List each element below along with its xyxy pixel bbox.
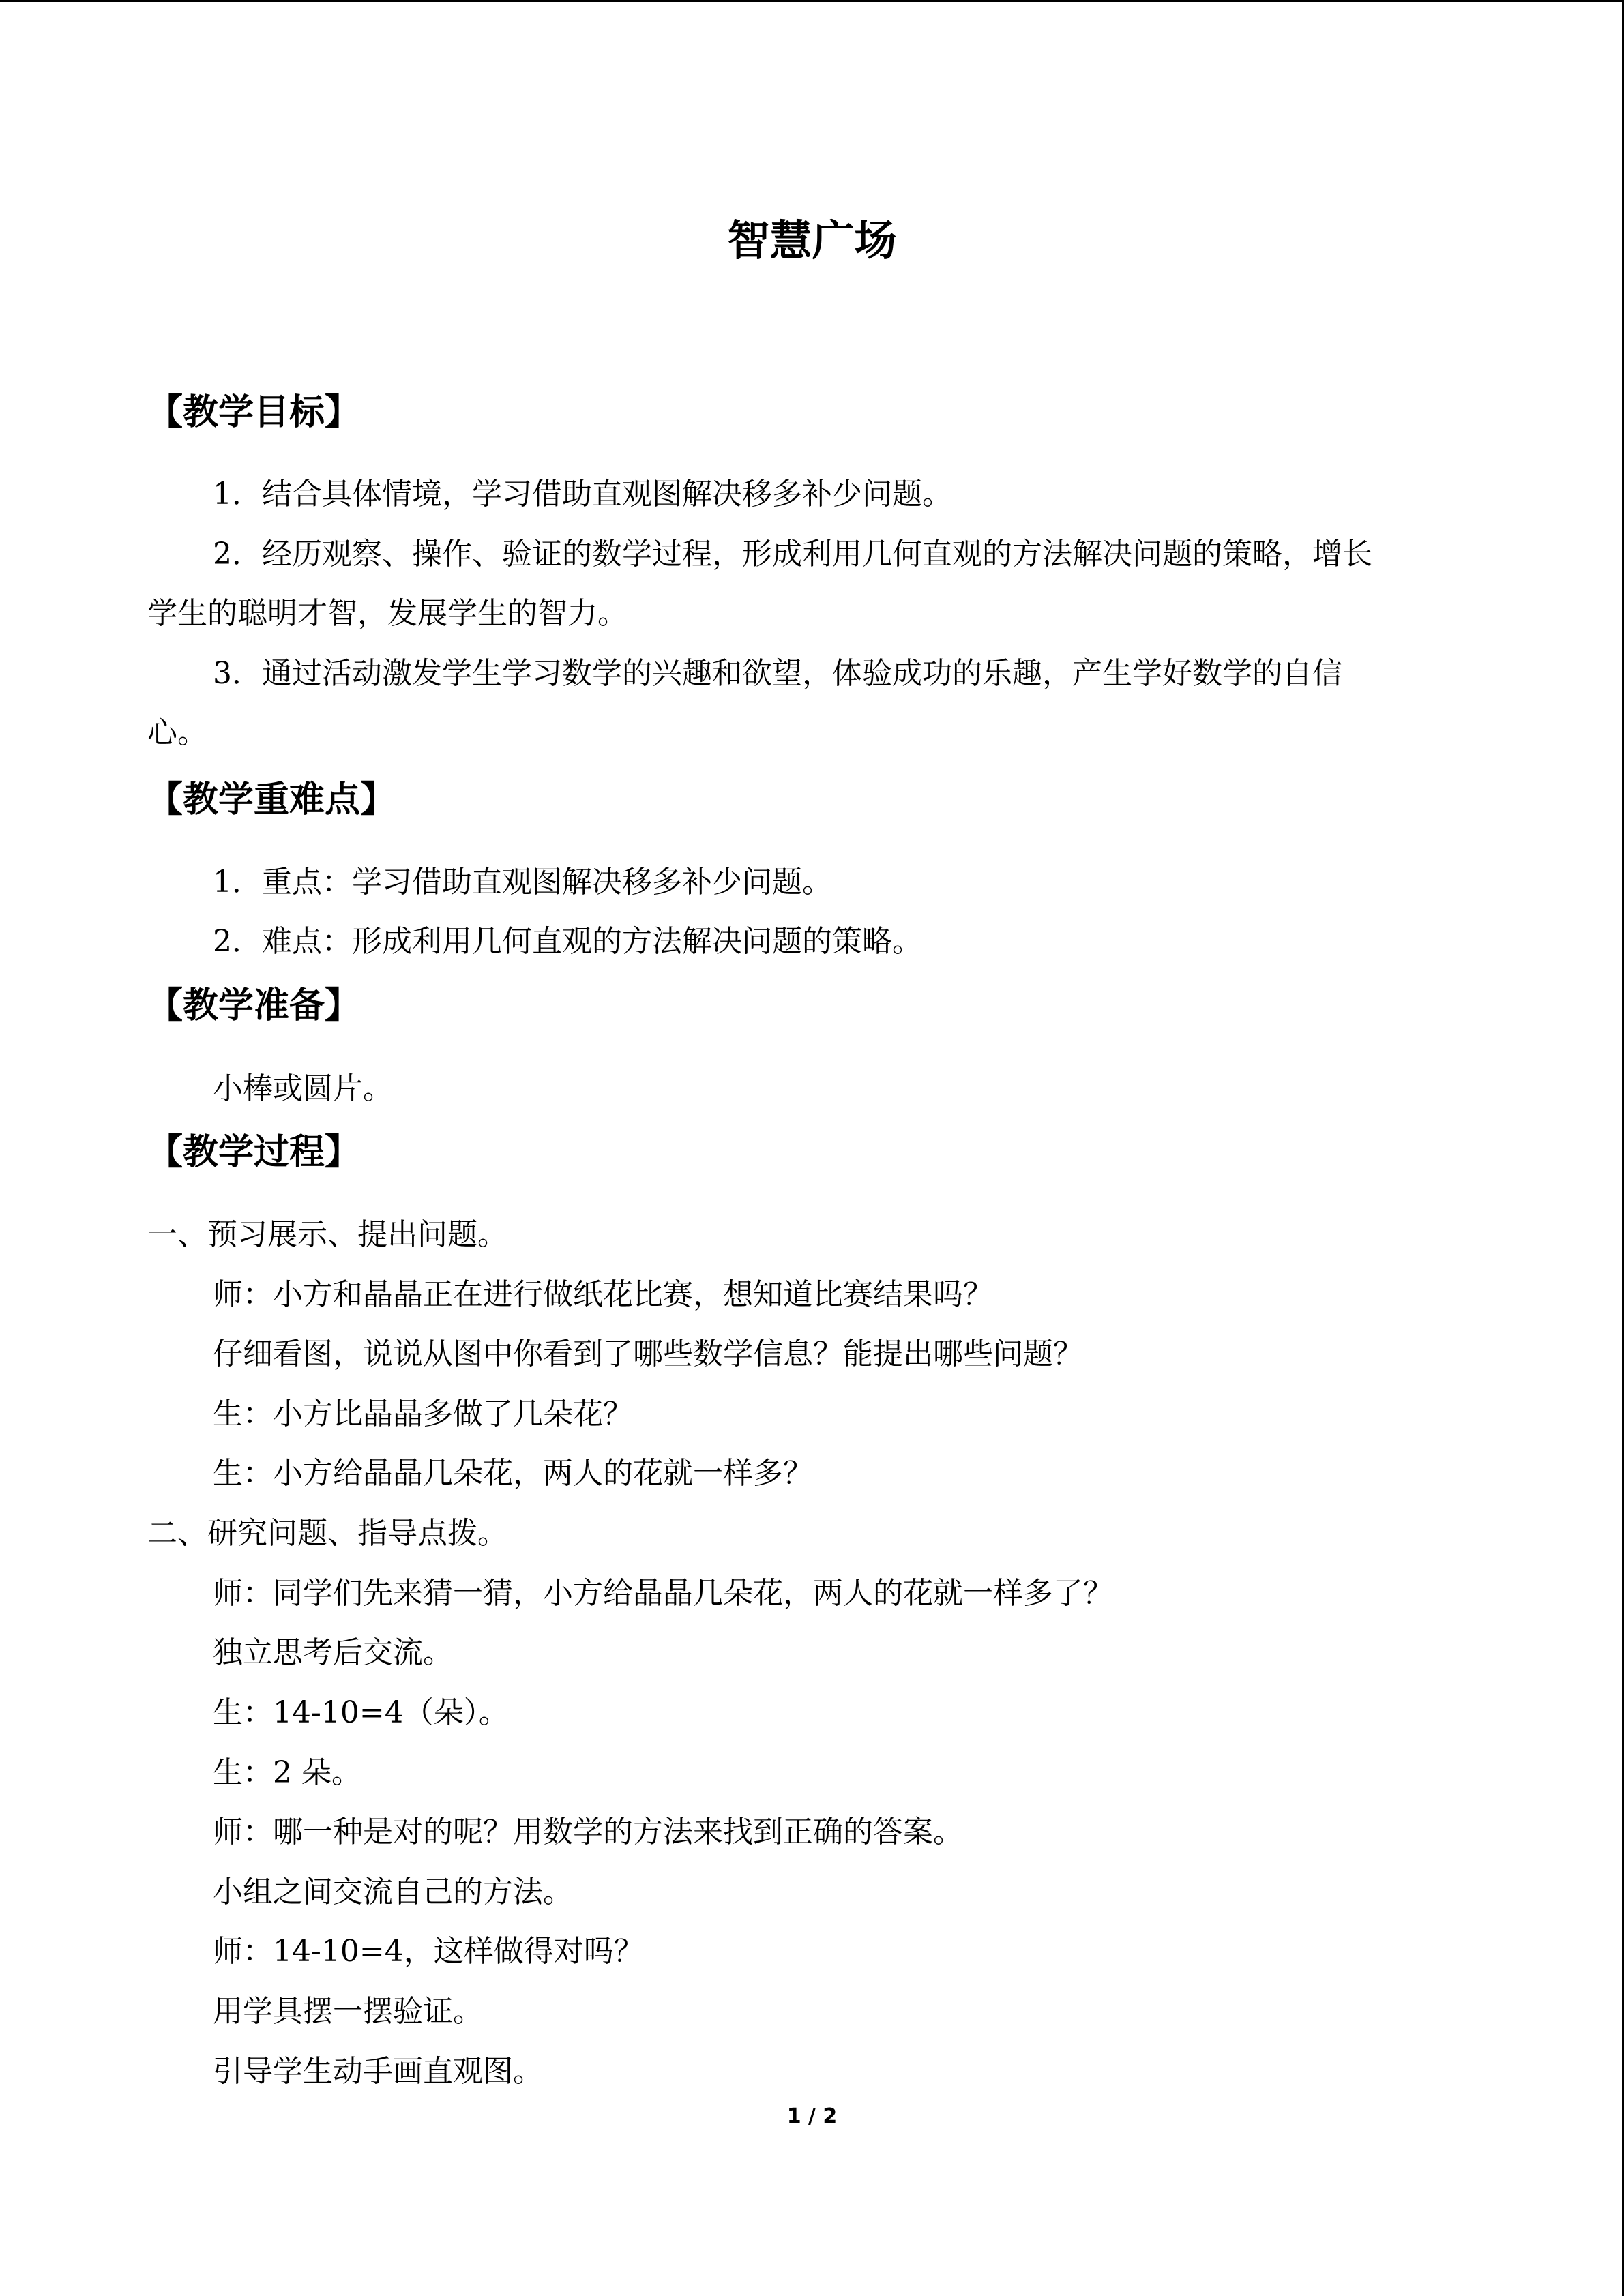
page-number: 1 / 2: [786, 2104, 838, 2128]
key-point-line: 1．重点：学习借助直观图解决移多补少问题。: [213, 865, 832, 899]
objective-line: 学生的聪明才智，发展学生的智力。: [147, 596, 628, 631]
process-line: 小组之间交流自己的方法。: [213, 1875, 573, 1909]
process-step-heading: 一、预习展示、提出问题。: [147, 1217, 507, 1252]
objective-line: 1．结合具体情境，学习借助直观图解决移多补少问题。: [213, 477, 952, 511]
process-line: 师：14-10=4，这样做得对吗？: [213, 1934, 644, 1969]
process-line: 生：小方给晶晶几朵花，两人的花就一样多？: [213, 1456, 813, 1491]
objective-line: 2．经历观察、操作、验证的数学过程，形成利用几何直观的方法解决问题的策略，增长: [213, 537, 1372, 571]
document-title: 智慧广场: [727, 215, 897, 265]
process-line: 生：小方比晶晶多做了几朵花？: [213, 1397, 633, 1431]
process-line: 师：同学们先来猜一猜，小方给晶晶几朵花，两人的花就一样多了？: [213, 1576, 1113, 1611]
process-line: 生：2 朵。: [213, 1755, 361, 1790]
section-heading-process: 【教学过程】: [147, 1132, 361, 1173]
section-heading-key-points: 【教学重难点】: [147, 779, 396, 820]
process-line: 用学具摆一摆验证。: [213, 1994, 483, 2029]
section-heading-objectives: 【教学目标】: [147, 392, 361, 433]
objective-line: 心。: [147, 715, 207, 750]
preparation-line: 小棒或圆片。: [213, 1071, 393, 1106]
process-line: 引导学生动手画直观图。: [213, 2054, 543, 2089]
process-step-heading: 二、研究问题、指导点拨。: [147, 1516, 507, 1551]
top-border: [0, 0, 1624, 2]
objective-line: 3．通过活动激发学生学习数学的兴趣和欲望，体验成功的乐趣，产生学好数学的自信: [213, 656, 1342, 691]
section-heading-preparation: 【教学准备】: [147, 985, 361, 1026]
process-line: 独立思考后交流。: [213, 1635, 453, 1670]
process-line: 仔细看图，说说从图中你看到了哪些数学信息？能提出哪些问题？: [213, 1337, 1083, 1371]
process-line: 师：哪一种是对的呢？用数学的方法来找到正确的答案。: [213, 1815, 963, 1849]
process-line: 生：14-10=4（朵）。: [213, 1695, 509, 1730]
key-point-line: 2．难点：形成利用几何直观的方法解决问题的策略。: [213, 924, 922, 959]
process-line: 师：小方和晶晶正在进行做纸花比赛，想知道比赛结果吗？: [213, 1277, 993, 1312]
